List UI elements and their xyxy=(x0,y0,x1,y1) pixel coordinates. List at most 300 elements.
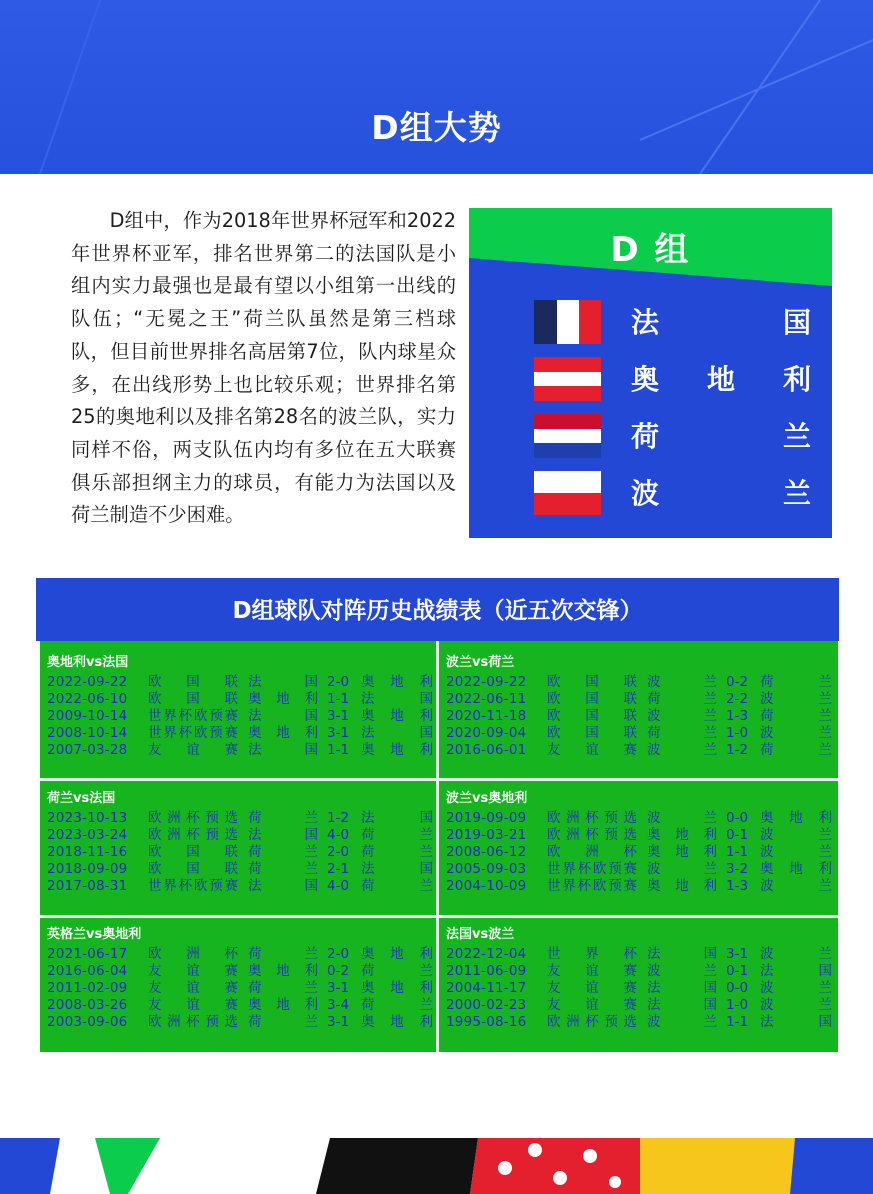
team-row-france xyxy=(534,300,824,346)
match-score: 3-1 xyxy=(327,980,350,996)
team-char: 荷 xyxy=(248,946,262,962)
team-char: 兰 xyxy=(304,844,318,860)
competition-char: 界 xyxy=(562,878,576,894)
team-char: 荷 xyxy=(248,1014,262,1030)
match-home-team xyxy=(647,946,717,963)
match-row xyxy=(446,861,834,878)
competition-char: 预 xyxy=(604,810,618,826)
team-name xyxy=(631,415,811,455)
team-char: 兰 xyxy=(419,997,433,1013)
team-char: 奥 xyxy=(647,878,661,894)
team-char: 波 xyxy=(760,997,774,1013)
team-char: 奥 xyxy=(647,844,661,860)
team-char: 兰 xyxy=(818,997,832,1013)
team-char: 兰 xyxy=(304,980,318,996)
team-char: 兰 xyxy=(304,946,318,962)
competition-char: 预 xyxy=(205,827,219,843)
team-char: 国 xyxy=(818,1014,832,1030)
match-date: 2018-09-09 xyxy=(47,861,128,877)
match-date: 2019-09-09 xyxy=(446,810,527,826)
competition-char: 预 xyxy=(205,1014,219,1030)
matchup-title: 奥地利vs法国 xyxy=(47,655,129,670)
team-char: 兰 xyxy=(703,810,717,826)
match-date: 2022-06-10 xyxy=(47,691,128,707)
match-date: 2008-03-26 xyxy=(47,997,128,1013)
team-char: 波 xyxy=(760,844,774,860)
team-char: 兰 xyxy=(304,861,318,877)
match-home-team xyxy=(647,861,717,878)
team-char: 奥 xyxy=(361,980,375,996)
match-home-team xyxy=(248,742,318,759)
competition-char: 欧 xyxy=(547,827,561,843)
match-competition xyxy=(547,861,637,878)
team-char: 奥 xyxy=(361,708,375,724)
team-char: 国 xyxy=(818,963,832,979)
competition-char: 欧 xyxy=(148,827,162,843)
team-char: 国 xyxy=(419,810,433,826)
competition-char: 联 xyxy=(224,844,238,860)
team-char: 国 xyxy=(304,878,318,894)
team-char: 法 xyxy=(361,725,375,741)
intro-paragraph: D组中，作为2018年世界杯冠军和2022年世界杯亚军，排名世界第二的法国队是小组内实力最强也是最有望以小组第一出线的队伍；“无冕之王”荷兰队虽然是第三档球队，但目前世界排名高居第7位，队内球星众多，在出线形势上也比较乐观；世界排名第25的奥地利以及排名第28名的波兰队，实力同样不俗，两支队伍内均有多位在五大联赛俱乐部担纲主力的球员，有能力为法国以及荷兰制造不少困难。 xyxy=(71,209,456,527)
match-competition xyxy=(148,742,238,759)
team-char: 地 xyxy=(390,946,404,962)
team-char: 兰 xyxy=(818,946,832,962)
team-char: 荷 xyxy=(361,827,375,843)
matchup-block xyxy=(47,788,435,895)
team-char: 法 xyxy=(760,963,774,979)
match-date: 2016-06-04 xyxy=(47,963,128,979)
competition-char: 赛 xyxy=(224,878,238,894)
team-char: 兰 xyxy=(818,844,832,860)
matchup-block xyxy=(446,924,834,1031)
team-char: 国 xyxy=(304,827,318,843)
competition-char: 国 xyxy=(585,725,599,741)
competition-char: 洲 xyxy=(186,946,200,962)
team-char: 荷 xyxy=(361,963,375,979)
competition-char: 赛 xyxy=(623,861,637,877)
match-date: 2018-11-16 xyxy=(47,844,128,860)
competition-char: 杯 xyxy=(186,810,200,826)
competition-char: 欧 xyxy=(547,725,561,741)
match-date: 2004-10-09 xyxy=(446,878,527,894)
match-away-team xyxy=(361,810,433,827)
team-char: 波 xyxy=(760,878,774,894)
match-date: 2011-02-09 xyxy=(47,980,128,996)
competition-char: 友 xyxy=(148,742,162,758)
match-score: 1-3 xyxy=(726,708,749,724)
match-competition xyxy=(547,844,637,861)
team-char: 波 xyxy=(647,861,661,877)
competition-char: 赛 xyxy=(224,963,238,979)
competition-char: 赛 xyxy=(623,878,637,894)
match-date: 2020-11-18 xyxy=(446,708,527,724)
match-home-team xyxy=(647,810,717,827)
match-competition xyxy=(547,691,637,708)
team-char: 地 xyxy=(789,861,803,877)
match-score: 1-2 xyxy=(327,810,350,826)
match-date: 2007-03-28 xyxy=(47,742,128,758)
match-away-team xyxy=(361,691,433,708)
match-away-team xyxy=(760,997,832,1014)
team-char: 奥 xyxy=(647,827,661,843)
competition-char: 联 xyxy=(623,691,637,707)
match-away-team xyxy=(760,742,832,759)
matchup-title: 波兰vs荷兰 xyxy=(446,655,515,670)
team-char: 荷 xyxy=(760,708,774,724)
match-score: 0-0 xyxy=(726,810,749,826)
team-char: 荷 xyxy=(361,997,375,1013)
team-char: 地 xyxy=(276,963,290,979)
match-competition xyxy=(148,708,238,725)
match-home-team xyxy=(248,725,318,742)
matchup-title: 法国vs波兰 xyxy=(446,927,515,942)
team-char: 波 xyxy=(760,827,774,843)
match-score: 0-1 xyxy=(726,827,749,843)
history-table-title: D组球队对阵历史战绩表（近五次交锋） xyxy=(36,578,839,641)
match-row xyxy=(446,691,834,708)
match-competition xyxy=(148,691,238,708)
competition-char: 欧 xyxy=(547,691,561,707)
team-char: 利 xyxy=(419,674,433,690)
matchup-title: 英格兰vs奥地利 xyxy=(47,927,142,942)
competition-char: 杯 xyxy=(623,946,637,962)
match-competition xyxy=(547,1014,637,1031)
competition-char: 界 xyxy=(562,861,576,877)
match-away-team xyxy=(361,742,433,759)
match-score: 2-0 xyxy=(327,946,350,962)
competition-char: 国 xyxy=(186,691,200,707)
match-home-team xyxy=(647,844,717,861)
match-competition xyxy=(148,878,238,895)
match-score: 1-1 xyxy=(726,844,749,860)
france-flag-icon xyxy=(534,300,601,344)
team-name xyxy=(631,472,811,512)
match-score: 2-0 xyxy=(327,844,350,860)
match-date: 2004-11-17 xyxy=(446,980,527,996)
match-date: 2023-03-24 xyxy=(47,827,128,843)
match-away-team xyxy=(361,725,433,742)
competition-char: 预 xyxy=(205,810,219,826)
matchup-title: 荷兰vs法国 xyxy=(47,791,116,806)
match-competition xyxy=(148,844,238,861)
match-competition xyxy=(148,1014,238,1031)
match-competition xyxy=(547,878,637,895)
competition-char: 欧 xyxy=(592,861,607,877)
match-date: 2009-10-14 xyxy=(47,708,128,724)
footer-decoration xyxy=(0,1138,873,1194)
match-away-team xyxy=(760,861,832,878)
match-row xyxy=(446,674,834,691)
team-char: 波 xyxy=(760,980,774,996)
competition-char: 洲 xyxy=(167,1014,181,1030)
team-char: 利 xyxy=(304,691,318,707)
match-row xyxy=(47,878,435,895)
match-away-team xyxy=(760,691,832,708)
match-row xyxy=(446,1014,834,1031)
team-char: 利 xyxy=(703,878,717,894)
match-away-team xyxy=(760,708,832,725)
competition-char: 谊 xyxy=(585,997,599,1013)
team-char: 兰 xyxy=(419,827,433,843)
match-date: 2020-09-04 xyxy=(446,725,527,741)
team-char: 兰 xyxy=(703,674,717,690)
competition-char: 欧 xyxy=(547,674,561,690)
match-score: 2-1 xyxy=(327,861,350,877)
competition-char: 国 xyxy=(585,674,599,690)
match-competition xyxy=(547,810,637,827)
match-row xyxy=(446,810,834,827)
team-char: 兰 xyxy=(703,691,717,707)
team-char: 利 xyxy=(703,827,717,843)
competition-char: 杯 xyxy=(577,861,592,877)
competition-char: 联 xyxy=(623,725,637,741)
match-score: 3-1 xyxy=(327,725,350,741)
competition-char: 杯 xyxy=(585,810,599,826)
matchup-block xyxy=(446,652,834,759)
match-date: 2019-03-21 xyxy=(446,827,527,843)
team-char: 地 xyxy=(675,827,689,843)
competition-char: 欧 xyxy=(148,691,162,707)
competition-char: 预 xyxy=(604,827,618,843)
competition-char: 联 xyxy=(623,674,637,690)
match-row xyxy=(446,742,834,759)
match-score: 0-2 xyxy=(726,674,749,690)
competition-char: 世 xyxy=(547,861,561,877)
match-away-team xyxy=(760,980,832,997)
match-row xyxy=(47,997,435,1014)
match-score: 3-1 xyxy=(726,946,749,962)
match-away-team xyxy=(760,674,832,691)
team-row-austria xyxy=(534,357,824,403)
team-char: 地 xyxy=(390,1014,404,1030)
competition-char: 谊 xyxy=(186,980,200,996)
team-row-netherlands xyxy=(534,414,824,460)
competition-char: 杯 xyxy=(178,878,193,894)
team-char: 兰 xyxy=(818,742,832,758)
team-char: 国 xyxy=(304,742,318,758)
team-name-char: 兰 xyxy=(782,477,811,510)
match-home-team xyxy=(647,980,717,997)
match-score: 3-4 xyxy=(327,997,350,1013)
match-competition xyxy=(547,725,637,742)
competition-char: 选 xyxy=(224,827,238,843)
poland-flag-icon xyxy=(534,471,601,515)
match-away-team xyxy=(760,1014,832,1031)
match-date: 2022-12-04 xyxy=(446,946,527,962)
team-char: 法 xyxy=(248,708,262,724)
match-score: 0-1 xyxy=(726,963,749,979)
competition-char: 预 xyxy=(604,1014,618,1030)
match-home-team xyxy=(647,878,717,895)
team-char: 荷 xyxy=(760,674,774,690)
team-char: 地 xyxy=(675,844,689,860)
team-char: 地 xyxy=(789,810,803,826)
team-char: 国 xyxy=(419,691,433,707)
match-date: 2016-06-01 xyxy=(446,742,527,758)
team-char: 波 xyxy=(647,708,661,724)
competition-char: 杯 xyxy=(178,708,193,724)
team-char: 荷 xyxy=(248,980,262,996)
match-row xyxy=(446,878,834,895)
match-row xyxy=(446,844,834,861)
competition-char: 洲 xyxy=(566,1014,580,1030)
team-char: 法 xyxy=(248,674,262,690)
competition-char: 谊 xyxy=(585,980,599,996)
team-char: 波 xyxy=(760,691,774,707)
match-row xyxy=(47,963,435,980)
matchup-block xyxy=(446,788,834,895)
competition-char: 赛 xyxy=(623,980,637,996)
competition-char: 欧 xyxy=(193,708,208,724)
team-char: 奥 xyxy=(361,946,375,962)
match-score: 3-1 xyxy=(327,708,350,724)
row-divider xyxy=(40,915,436,918)
match-away-team xyxy=(760,810,832,827)
matchup-title: 波兰vs奥地利 xyxy=(446,791,528,806)
competition-char: 友 xyxy=(148,997,162,1013)
competition-char: 杯 xyxy=(585,1014,599,1030)
match-date: 2011-06-09 xyxy=(446,963,527,979)
competition-char: 国 xyxy=(585,708,599,724)
team-char: 法 xyxy=(248,742,262,758)
match-competition xyxy=(547,742,637,759)
match-home-team xyxy=(248,1014,318,1031)
team-name-char: 法 xyxy=(631,306,660,339)
competition-char: 世 xyxy=(148,708,162,724)
competition-char: 友 xyxy=(547,980,561,996)
group-title: D 组 xyxy=(610,230,691,270)
competition-char: 欧 xyxy=(148,674,162,690)
match-away-team xyxy=(361,997,433,1014)
competition-char: 友 xyxy=(547,963,561,979)
team-char: 利 xyxy=(818,810,832,826)
team-char: 兰 xyxy=(703,963,717,979)
match-score: 1-1 xyxy=(327,691,350,707)
match-row xyxy=(47,980,435,997)
team-char: 地 xyxy=(390,674,404,690)
team-char: 地 xyxy=(276,997,290,1013)
row-divider xyxy=(439,915,838,918)
competition-char: 预 xyxy=(209,725,223,741)
match-row xyxy=(446,827,834,844)
competition-char: 友 xyxy=(547,997,561,1013)
match-row xyxy=(47,725,435,742)
team-char: 法 xyxy=(647,980,661,996)
team-char: 兰 xyxy=(304,1014,318,1030)
competition-char: 选 xyxy=(623,810,637,826)
team-char: 兰 xyxy=(419,844,433,860)
team-char: 利 xyxy=(304,997,318,1013)
competition-char: 洲 xyxy=(566,827,580,843)
team-char: 法 xyxy=(647,997,661,1013)
team-char: 波 xyxy=(647,674,661,690)
team-char: 法 xyxy=(647,946,661,962)
match-row xyxy=(47,861,435,878)
team-char: 兰 xyxy=(818,980,832,996)
team-name xyxy=(631,358,811,398)
team-char: 荷 xyxy=(248,810,262,826)
competition-char: 世 xyxy=(547,946,561,962)
match-date: 2021-06-17 xyxy=(47,946,128,962)
match-away-team xyxy=(760,878,832,895)
team-char: 法 xyxy=(361,861,375,877)
match-home-team xyxy=(647,963,717,980)
competition-char: 洲 xyxy=(167,827,181,843)
match-competition xyxy=(148,861,238,878)
match-date: 2022-09-22 xyxy=(446,674,527,690)
team-char: 兰 xyxy=(703,708,717,724)
competition-char: 世 xyxy=(148,878,162,894)
match-date: 2008-06-12 xyxy=(446,844,527,860)
match-date: 2022-09-22 xyxy=(47,674,128,690)
team-char: 利 xyxy=(304,725,318,741)
match-home-team xyxy=(248,691,318,708)
competition-char: 杯 xyxy=(224,946,238,962)
match-competition xyxy=(547,674,637,691)
match-away-team xyxy=(760,725,832,742)
competition-char: 欧 xyxy=(193,878,208,894)
competition-char: 赛 xyxy=(623,742,637,758)
team-char: 地 xyxy=(390,742,404,758)
competition-char: 预 xyxy=(608,861,622,877)
team-char: 荷 xyxy=(248,861,262,877)
team-char: 国 xyxy=(419,725,433,741)
match-row xyxy=(446,980,834,997)
competition-char: 预 xyxy=(209,878,223,894)
team-char: 法 xyxy=(760,1014,774,1030)
team-char: 地 xyxy=(390,980,404,996)
match-score: 4-0 xyxy=(327,827,350,843)
match-home-team xyxy=(647,742,717,759)
competition-char: 欧 xyxy=(148,810,162,826)
competition-char: 国 xyxy=(585,691,599,707)
match-away-team xyxy=(760,963,832,980)
team-char: 波 xyxy=(647,810,661,826)
match-date: 2003-09-06 xyxy=(47,1014,128,1030)
match-away-team xyxy=(361,878,433,895)
competition-char: 赛 xyxy=(224,742,238,758)
austria-flag-icon xyxy=(534,357,601,401)
team-char: 波 xyxy=(647,742,661,758)
competition-char: 联 xyxy=(224,861,238,877)
competition-char: 赛 xyxy=(224,997,238,1013)
team-name-char: 荷 xyxy=(631,420,660,453)
match-date: 2008-10-14 xyxy=(47,725,128,741)
match-row xyxy=(47,844,435,861)
match-home-team xyxy=(248,946,318,963)
match-score: 0-0 xyxy=(726,980,749,996)
competition-char: 选 xyxy=(623,827,637,843)
team-char: 法 xyxy=(361,810,375,826)
match-away-team xyxy=(361,827,433,844)
match-away-team xyxy=(361,861,433,878)
match-home-team xyxy=(248,878,318,895)
match-row xyxy=(446,997,834,1014)
page-header xyxy=(0,0,873,174)
match-home-team xyxy=(647,827,717,844)
match-away-team xyxy=(361,844,433,861)
competition-char: 欧 xyxy=(547,1014,561,1030)
match-competition xyxy=(547,980,637,997)
competition-char: 杯 xyxy=(186,827,200,843)
match-competition xyxy=(547,827,637,844)
team-char: 地 xyxy=(675,878,689,894)
team-char: 奥 xyxy=(248,963,262,979)
match-home-team xyxy=(647,691,717,708)
match-home-team xyxy=(248,844,318,861)
match-competition xyxy=(547,997,637,1014)
